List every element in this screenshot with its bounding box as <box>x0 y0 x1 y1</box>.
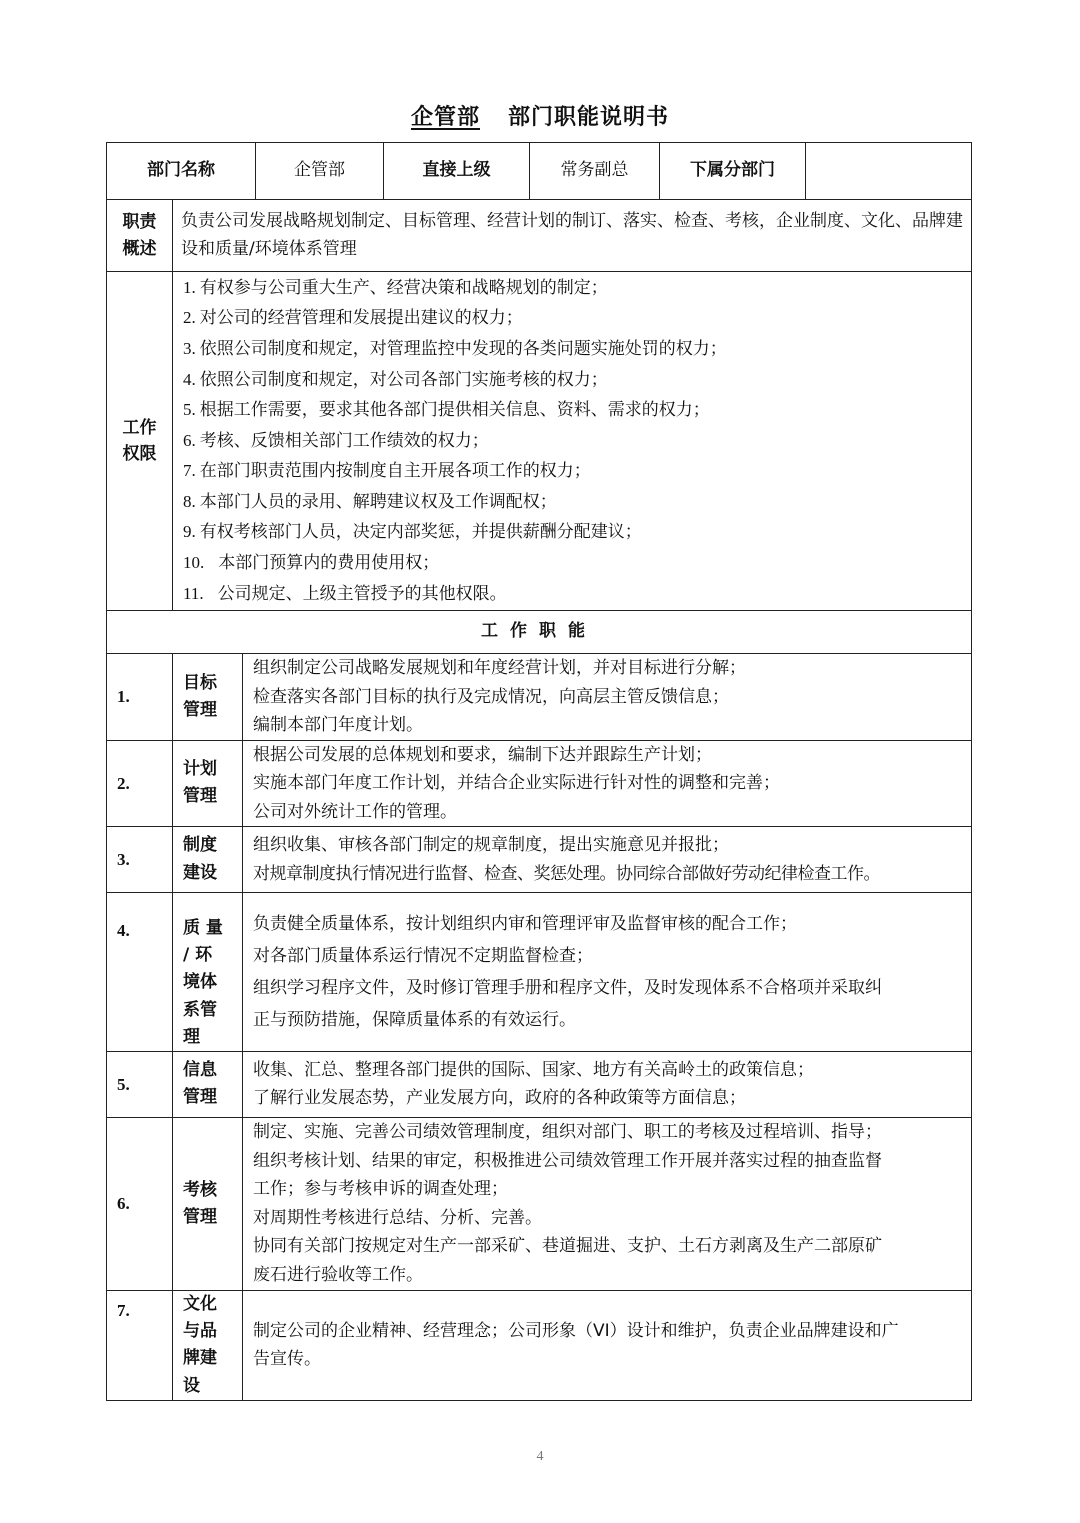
function-num: 5. <box>107 1051 173 1117</box>
summary-label-line-1: 职责 <box>122 212 157 233</box>
title-doc-name: 部门职能说明书 <box>508 105 670 130</box>
table-row <box>107 1117 972 1290</box>
function-name: 目标管理 <box>173 654 243 741</box>
table-row <box>107 827 972 893</box>
function-num: 1. <box>107 654 173 741</box>
list-item: 2. 对公司的经营管理和发展提出建议的权力； <box>183 308 523 329</box>
list-item: 4. 依照公司制度和规定，对公司各部门实施考核的权力； <box>183 369 608 390</box>
sub-dept-label: 下属分部门 <box>660 143 806 200</box>
function-num: 2. <box>107 740 173 827</box>
rights-list <box>173 272 972 611</box>
dept-name-value: 企管部 <box>256 143 384 200</box>
header-table <box>106 142 972 200</box>
function-body: 组织收集、审核各部门制定的规章制度，提出实施意见并报批； 对规章制度执行情况进行监督、检查、奖惩处理。协同综合部做好劳动纪律检查工作。 <box>243 827 972 893</box>
function-body: 制定、实施、完善公司绩效管理制度，组织对部门、职工的考核及过程培训、指导； 组织考核计划、结果的审定，积极推进公司绩效管理工作开展并落实过程的抽查监督 工作；参与考核申诉的调查处理； 对周期性考核进行总结、分析、完善。 协同有关部门按规定对生产一部采矿、巷道掘进、支护、土石方剥离及生产二部原矿 废石进行验收等工作。 <box>243 1117 972 1290</box>
summary-label <box>107 200 173 272</box>
list-item: 3. 依照公司制度和规定，对管理监控中发现的各类问题实施处罚的权力； <box>183 338 727 359</box>
list-item: 10. 本部门预算内的费用使用权； <box>183 553 440 574</box>
function-name: 计划管理 <box>173 740 243 827</box>
list-item: 7. 在部门职责范围内按制度自主开展各项工作的权力； <box>183 461 591 482</box>
table-row <box>107 1051 972 1117</box>
function-name: 制度建设 <box>173 827 243 893</box>
function-name: 信息管理 <box>173 1051 243 1117</box>
function-name: 考核管理 <box>173 1117 243 1290</box>
summary-label-line-2: 概述 <box>122 238 157 259</box>
list-item: 5. 根据工作需要，要求其他各部门提供相关信息、资料、需求的权力； <box>183 400 710 421</box>
header-row <box>107 143 972 200</box>
table-row <box>107 654 972 741</box>
sub-dept-value <box>806 143 972 200</box>
function-num: 4. <box>107 893 173 1052</box>
function-body: 制定公司的企业精神、经营理念；公司形象（VI）设计和维护，负责企业品牌建设和广 告宣传。 <box>243 1290 972 1400</box>
function-num: 6. <box>107 1117 173 1290</box>
function-name: 文化与品 牌建设 <box>173 1290 243 1400</box>
page-number: 4 <box>536 1449 544 1464</box>
list-item: 1. 有权参与公司重大生产、经营决策和战略规划的制定； <box>183 277 608 298</box>
table-row <box>107 893 972 1052</box>
function-body: 组织制定公司战略发展规划和年度经营计划，并对目标进行分解； 检查落实各部门目标的执行及完成情况，向高层主管反馈信息； 编制本部门年度计划。 <box>243 654 972 741</box>
function-body: 负责健全质量体系，按计划组织内审和管理评审及监督审核的配合工作； 对各部门质量体系运行情况不定期监督检查； 组织学习程序文件，及时修订管理手册和程序文件，及时发现体系不合格项并采取纠 正与预防措施，保障质量体系的有效运行。 <box>243 893 972 1052</box>
rights-label <box>107 272 173 611</box>
summary-text: 负责公司发展战略规划制定、目标管理、经营计划的制订、落实、检查、考核，企业制度、文化、品牌建设和质量/环境体系管理 <box>173 200 972 272</box>
title-dept-name: 企管部 <box>410 105 480 130</box>
rights-row <box>107 272 972 611</box>
dept-name-label: 部门名称 <box>107 143 256 200</box>
main-table <box>106 199 972 1401</box>
functions-title-row <box>107 611 972 654</box>
function-body: 根据公司发展的总体规划和要求，编制下达并跟踪生产计划； 实施本部门年度工作计划，并结合企业实际进行针对性的调整和完善； 公司对外统计工作的管理。 <box>243 740 972 827</box>
functions-title: 工作职能 <box>107 611 972 654</box>
list-item: 9. 有权考核部门人员，决定内部奖惩，并提供薪酬分配建议； <box>183 522 642 543</box>
function-num: 7. <box>107 1290 173 1400</box>
list-item: 11. 公司规定、上级主管授予的其他权限。 <box>183 583 507 604</box>
rights-label-line-2: 权限 <box>122 444 157 464</box>
list-item: 8. 本部门人员的录用、解聘建议权及工作调配权； <box>183 491 557 512</box>
table-row <box>107 1290 972 1400</box>
superior-label: 直接上级 <box>384 143 530 200</box>
superior-value: 常务副总 <box>530 143 660 200</box>
rights-label-line-1: 工作 <box>122 417 157 438</box>
function-body: 收集、汇总、整理各部门提供的国际、国家、地方有关高岭土的政策信息； 了解行业发展态势，产业发展方向，政府的各种政策等方面信息； <box>243 1051 972 1117</box>
function-name: 质 量 / 环 境体系管 理 <box>173 893 243 1052</box>
page-title <box>0 100 1080 131</box>
function-num: 3. <box>107 827 173 893</box>
list-item: 6. 考核、反馈相关部门工作绩效的权力； <box>183 430 489 451</box>
summary-row <box>107 200 972 272</box>
table-row <box>107 740 972 827</box>
